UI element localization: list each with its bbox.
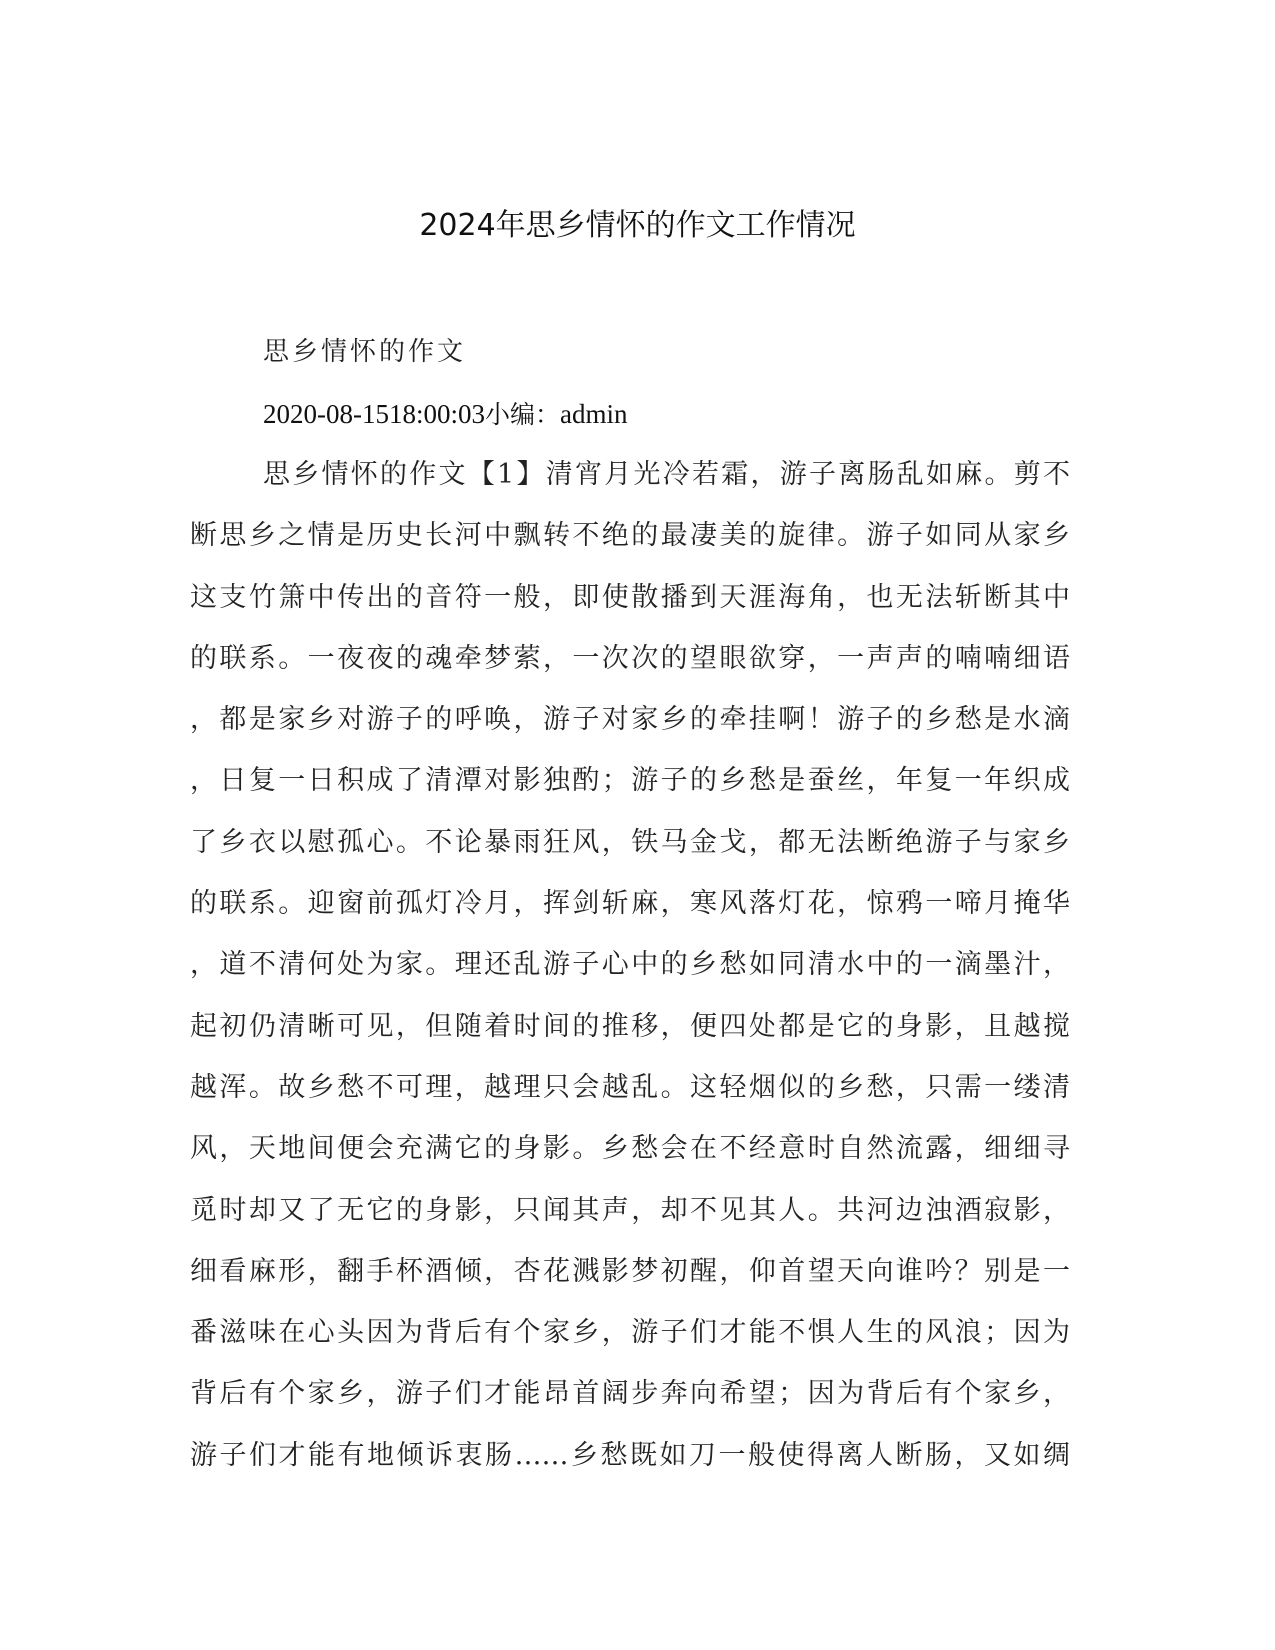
- body-line: 越浑。故乡愁不可理，越理只会越乱。这轻烟似的乡愁，只需一缕清: [190, 1071, 1070, 1103]
- article-meta: [263, 396, 628, 433]
- body-line: 风，天地间便会充满它的身影。乡愁会在不经意时自然流露，细细寻: [190, 1133, 1070, 1165]
- editor-label: 小编：: [485, 400, 561, 429]
- body-line: 觅时却又了无它的身影，只闻其声，却不见其人。共河边浊酒寂影，: [190, 1194, 1070, 1226]
- body-line: 这支竹箫中传出的音符一般，即使散播到天涯海角，也无法斩断其中: [190, 581, 1070, 613]
- body-line: 断思乡之情是历史长河中飘转不绝的最凄美的旋律。游子如同从家乡: [190, 520, 1070, 552]
- body-line: 思乡情怀的作文【1】清宵月光冷若霜，游子离肠乱如麻。剪不: [263, 459, 1070, 490]
- publish-datetime: 2020-08-1518:00:03: [263, 399, 485, 429]
- body-line: ，道不清何处为家。理还乱游子心中的乡愁如同清水中的一滴墨汁，: [190, 949, 1070, 981]
- body-line: 的联系。迎窗前孤灯冷月，挥剑斩麻，寒风落灯花，惊鸦一啼月掩华: [190, 888, 1070, 920]
- body-line: ，日复一日积成了清潭对影独酌；游子的乡愁是蚕丝，年复一年织成: [190, 765, 1070, 797]
- editor-name: admin: [560, 399, 628, 429]
- body-line: 背后有个家乡，游子们才能昂首阔步奔向希望；因为背后有个家乡，: [190, 1378, 1070, 1410]
- body-line: 起初仍清晰可见，但随着时间的推移，便四处都是它的身影，且越搅: [190, 1010, 1070, 1042]
- body-line: 番滋味在心头因为背后有个家乡，游子们才能不惧人生的风浪；因为: [190, 1317, 1070, 1349]
- article-subtitle: 思乡情怀的作文: [263, 337, 467, 367]
- document-title: 2024年思乡情怀的作文工作情况: [419, 208, 856, 243]
- body-line: ，都是家乡对游子的呼唤，游子对家乡的牵挂啊！游子的乡愁是水滴: [190, 704, 1070, 736]
- body-line: 游子们才能有地倾诉衷肠……乡愁既如刀一般使得离人断肠，又如绸: [190, 1439, 1070, 1471]
- body-line: 细看麻形，翻手杯酒倾，杏花溅影梦初醒，仰首望天向谁吟？别是一: [190, 1255, 1070, 1287]
- article-body: [190, 455, 1070, 1497]
- body-line: 了乡衣以慰孤心。不论暴雨狂风，铁马金戈，都无法断绝游子与家乡: [190, 826, 1070, 858]
- body-line: 的联系。一夜夜的魂牵梦萦，一次次的望眼欲穿，一声声的喃喃细语: [190, 642, 1070, 674]
